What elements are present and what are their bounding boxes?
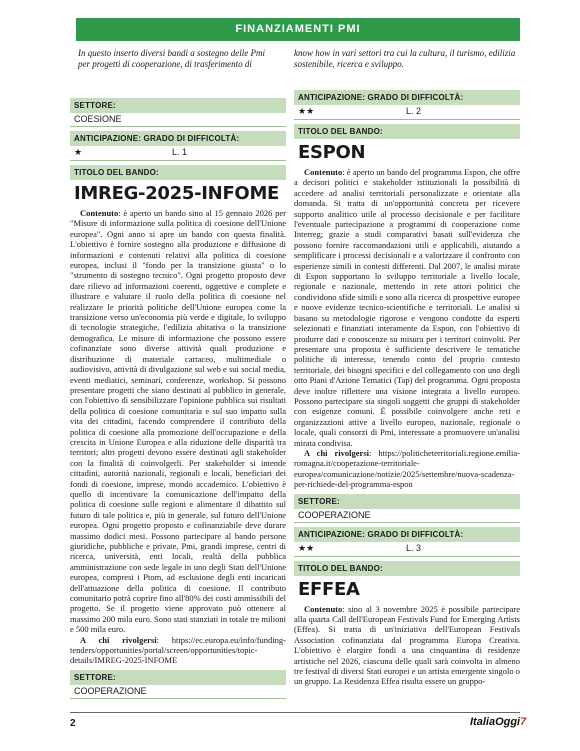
titolo-label: TITOLO DEL BANDO: xyxy=(294,561,520,576)
settore-label: SETTORE: xyxy=(294,494,520,509)
contact-link[interactable]: : https://politicheterritoriali.regione.emilia-romagna.it/cooperazione-territoriale-europea/comunicazione/notizie/2025/settembre/nuova-scadenza-per-richiede-del-programma-espon xyxy=(294,447,520,490)
bando-body xyxy=(294,167,520,490)
section-banner: FINANZIAMENTI PMI xyxy=(76,18,520,41)
titolo-label: TITOLO DEL BANDO: xyxy=(70,165,286,180)
bando-content-paragraph xyxy=(294,167,520,448)
bando-title: IMREG-2025-INFOME xyxy=(74,183,280,204)
settore-value: COOPERAZIONE xyxy=(70,685,286,699)
content-lead: Contenuto xyxy=(304,167,343,177)
difficulty-row xyxy=(70,146,286,161)
difficulty-level: L. 1 xyxy=(172,147,188,157)
difficulty-label: ANTICIPAZIONE: GRADO DI DIFFICOLTÀ: xyxy=(294,527,520,542)
content-text: : è aperto un bando sino al 15 gennaio 2026 per "Misure di informazione sulla politica di coesione dell'Unione europea". Ogni anno si apre un bando con questa finalità. L'obiettivo è fornire sostegno alla produzione e diffusione di informazioni e contenuti relativi alla politica di coesione europea, inclusi il "fondo per la transizione giusta" o lo "strumento di sostegno tecnico". Ogni progetto proposto deve dare rilievo ad informazioni coerenti, oggettive e complete e illustrare e valutare il ruolo della politica di coesione nel realizzare le priorità politiche dell'Unione europea come la transizione verso un'economia più verde e digitale, lo sviluppo di tecnologie strategiche, l'edilizia abitativa o la transizione demografica. Le misure di informazione che possono essere cofinanziate sono diverse attività quali produzione e distribuzione di materiale cartaceo, multimediale o audiovisivo, attività di divulgazione sul web e sui social media, eventi mediatici, seminari, conferenze, workshop. Si possono presentare progetti che siano destinati al pubblico in generale, con l'obiettivo di sensibilizzare l'opinione pubblica sui risultati della politica di coesione comunitaria e sul suo impatto sulla vita dei cittadini, facendo comprendere il contributo della politica di coesione alla promozione dell'occupazione e della crescita in Unione Europea e alla riduzione delle disparità tra territori; altri progetti devono essere destinati agli stakeholder con la finalità di coinvolgerli. Per stakeholder si intende cittadini, autorità nazionali, regionali e locali, beneficiari dei fondi di coesione, imprese, mondo accademico. L'obiettivo è quello di incentivare la comunicazione dell'impatto della politica di coesione sulle regioni e alimentare il dibattito sul futuro di tale politica e, più in generale, sul futuro dell'Unione europea. Ogni progetto proposto e cofinanziabile deve durare massimo dodici mesi. Possono partecipare al bando persone giuridiche, pubbliche e private, Pmi, grandi imprese, centri di ricerca, università, enti locali, realtà della pubblica amministrazione con sede legale in uno degli Stati dell'Unione europea, compresi i Ptom, ad esclusione degli enti incaricati dell'attuazione della politica di coesione. Il contributo comunitario potrà coprire fino all'80% dei costi ammissibili del progetto. Se il progetto viene approvato può ottenere al massimo 200 mila euro. Sono stati stanziati in totale tre milioni e 500 mila euro. xyxy=(70,208,286,635)
difficulty-label: ANTICIPAZIONE: GRADO DI DIFFICOLTÀ: xyxy=(70,131,286,146)
difficulty-row xyxy=(294,105,520,120)
content-text: : sino al 3 novembre 2025 è possibile partecipare alla quarta Call dell'European Festivals Fund for Emerging Artists (Effea). Si tratta di un'iniziativa dell'European Festivals Association cofinanziata dal programma Europa Creativa. L'obiettivo è elargire fondi a una cinquantina di residenze artistiche nel 2026, ciascuna delle quali sarà coinvolta in almeno tre festival di diversi Stati europei e un artista emergente singolo o un gruppo. La Residenza Effea risulta essere un gruppo- xyxy=(294,603,520,687)
difficulty-label: ANTICIPAZIONE: GRADO DI DIFFICOLTÀ: xyxy=(294,90,520,105)
settore-value: COOPERAZIONE xyxy=(294,509,520,523)
bando-title: ESPON xyxy=(298,142,366,163)
logo-suffix: 7 xyxy=(520,716,527,728)
intro-left: In questo inserto diversi bandi a sostegno delle Pmi per progetti di cooperazione, di trasferimento di xyxy=(78,48,265,69)
bando-content-paragraph xyxy=(70,208,286,635)
publication-logo xyxy=(470,716,526,728)
contact-lead: A chi rivolgersi xyxy=(304,447,369,458)
settore-value: COESIONE xyxy=(70,113,286,127)
difficulty-stars: ★ xyxy=(74,147,83,157)
logo-name: ItaliaOggi xyxy=(470,716,521,728)
difficulty-row xyxy=(294,542,520,557)
bando-contact-paragraph xyxy=(294,448,520,490)
settore-label: SETTORE: xyxy=(70,670,286,685)
bando-body xyxy=(70,208,286,666)
intro-right: know how in vari settori tra cui la cultura, il turismo, edilizia sostenibile, ricerca e sviluppo. xyxy=(294,48,516,69)
content-lead: Contenuto xyxy=(80,208,119,218)
content-text: : è aperto un bando del programma Espon, che offre a decisori politici e stakeholder istituzionali la possibilità di accedere ad analisi territoriali personalizzate e orientate alla domanda. Si tratta di un'opportunità concreta per ricevere supporto analitico utile al processo decisionale e per facilitare l'eventuale partecipazione a programmi di cooperazione come Interreg; grazie a studi comparativi basati sull'evidenza che possono fornire raccomandazioni utili e applicabili, aiutando a semplificare i processi decisionali e a valorizzare il confronto con esperienze simili in contesti differenti. Dal 2007, le analisi mirate di Espon supportano lo sviluppo territoriale a livello locale, regionale e nazionale, mettendo in rete attori politici che condividono sfide simili e sono alla ricerca di prospettive europee e nuove evidenze tecnico-scientifiche e territoriali. Le analisi si basano su metodologie rigorose e vengono condotte da esperti selezionati e finanziati interamente da Espon, con l'obiettivo di produrre dati e conoscenze su misura per i territori coinvolti. Per presentare una proposta è sufficiente descrivere le tematiche politiche di interesse, tenendo conto del proprio contesto territoriale, dei bisogni specifici e del collegamento con uno degli otto Piani d'Azione Tematici (Tap) del programma. Ogni proposta deve inoltre riflettere una visione integrata a livello europeo. Possono partecipare sia singoli soggetti che gruppi di stakeholder con esigenze comuni. È possibile coinvolgere anche reti e organizzazioni attive a livello europeo, nazionale, regionale o locale, quali consorzi di Pmi, interessate a promuovere un'analisi mirata condivisa. xyxy=(294,167,520,448)
right-column xyxy=(294,86,520,687)
contact-link[interactable]: : https://ec.europa.eu/info/funding-tenders/opportunities/portal/screen/opportunities/topic-details/IMREG-2025-INFOME xyxy=(70,634,286,666)
difficulty-level: L. 2 xyxy=(406,106,422,116)
settore-label: SETTORE: xyxy=(70,98,286,113)
difficulty-stars: ★★ xyxy=(298,542,315,553)
bando-title: EFFEA xyxy=(298,578,360,600)
titolo-label: TITOLO DEL BANDO: xyxy=(294,124,520,139)
page-number: 2 xyxy=(70,718,76,729)
difficulty-stars: ★★ xyxy=(298,106,315,116)
footer-rule xyxy=(70,712,520,713)
left-column xyxy=(70,94,286,699)
bando-contact-paragraph xyxy=(70,635,286,666)
bando-content-paragraph xyxy=(294,604,520,687)
difficulty-level: L. 3 xyxy=(406,542,422,553)
content-lead: Contenuto xyxy=(304,603,343,614)
contact-lead: A chi rivolgersi xyxy=(80,634,157,645)
bando-body xyxy=(294,604,520,687)
